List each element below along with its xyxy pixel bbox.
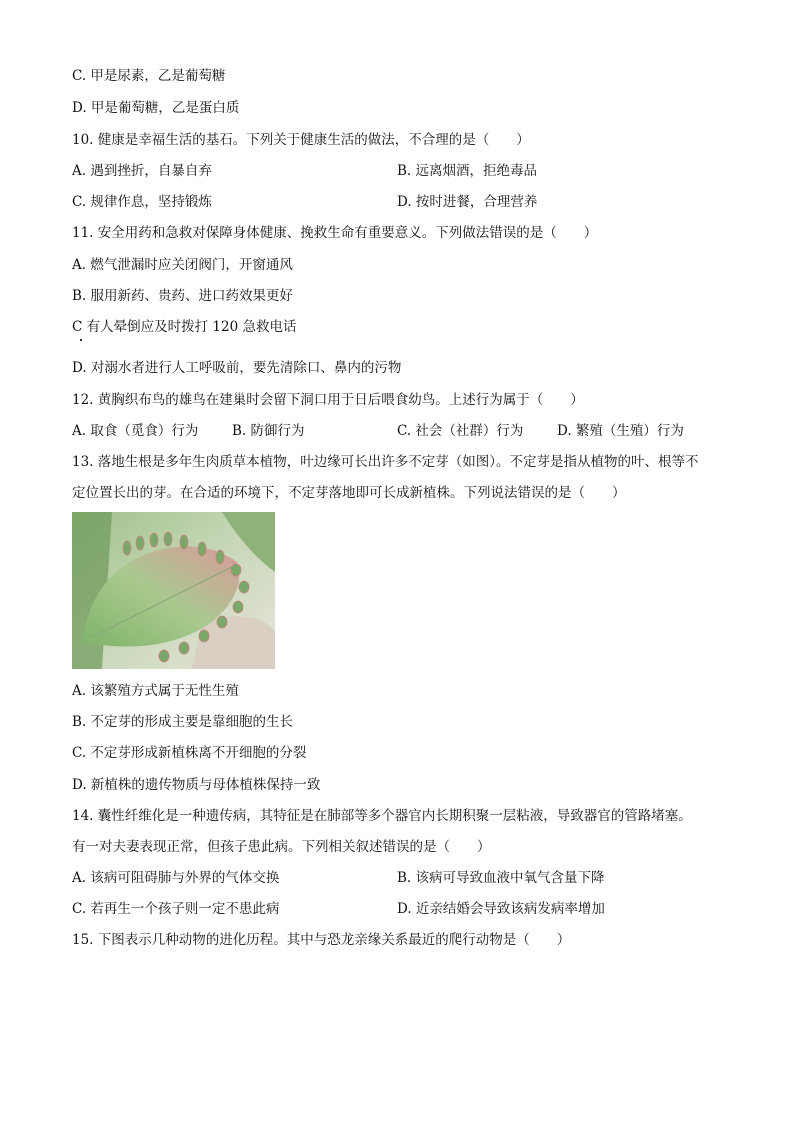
q10-option-a: A. 遇到挫折，自暴自弃 [72, 163, 212, 179]
q14-stem-line1: 14. 囊性纤维化是一种遗传病，其特征是在肺部等多个器官内长期积聚一层粘液，导致器官的管路堵塞。 [72, 808, 692, 824]
q11-option-c: C 有人晕倒应及时拨打 120 急救电话 [72, 319, 297, 335]
q12-option-c: C. 社会（社群）行为 [397, 423, 524, 439]
q14-stem-line2: 有一对夫妻表现正常，但孩子患此病。下列相关叙述错误的是（ ） [72, 839, 491, 855]
q10-option-d: D. 按时进餐，合理营养 [397, 194, 538, 210]
q9-option-d: D. 甲是葡萄糖，乙是蛋白质 [72, 100, 240, 116]
q12-stem: 12. 黄胸织布鸟的雄鸟在建巢时会留下洞口用于日后喂食幼鸟。上述行为属于（ ） [72, 392, 584, 408]
q13-option-d: D. 新植株的遗传物质与母体植株保持一致 [72, 777, 321, 793]
q14-option-b: B. 该病可导致血液中氧气含量下降 [397, 870, 605, 886]
q11-option-b: B. 服用新药、贵药、进口药效果更好 [72, 288, 294, 304]
q10-stem: 10. 健康是幸福生活的基石。下列关于健康生活的做法，不合理的是（ ） [72, 132, 530, 148]
q14-option-c: C. 若再生一个孩子则一定不患此病 [72, 901, 280, 917]
q11-option-d: D. 对溺水者进行人工呼吸前，要先清除口、鼻内的污物 [72, 360, 402, 376]
leaf-with-plantlets-illustration [72, 512, 275, 669]
q9-option-c: C. 甲是尿素，乙是葡萄糖 [72, 68, 226, 84]
q10-option-b: B. 远离烟酒，拒绝毒品 [397, 163, 538, 179]
q11-stem: 11. 安全用药和急救对保障身体健康、挽救生命有重要意义。下列做法错误的是（ ） [72, 225, 598, 241]
q13-option-c: C. 不定芽形成新植株离不开细胞的分裂 [72, 745, 307, 761]
stray-period-mark [80, 339, 82, 341]
q13-stem-line2: 定位置长出的芽。在合适的环境下，不定芽落地即可长成新植株。下列说法错误的是（ ） [72, 485, 626, 501]
q14-option-a: A. 该病可阻碍肺与外界的气体交换 [72, 870, 280, 886]
q13-option-a: A. 该繁殖方式属于无性生殖 [72, 683, 239, 699]
q10-option-c: C. 规律作息，坚持锻炼 [72, 194, 212, 210]
q12-option-a: A. 取食（觅食）行为 [72, 423, 199, 439]
q13-option-b: B. 不定芽的形成主要是靠细胞的生长 [72, 714, 294, 730]
kalanchoe-leaf-photo [72, 512, 275, 669]
q12-option-d: D. 繁殖（生殖）行为 [557, 423, 684, 439]
q15-stem: 15. 下图表示几种动物的进化历程。其中与恐龙亲缘关系最近的爬行动物是（ ） [72, 932, 571, 948]
q12-option-b: B. 防御行为 [232, 423, 305, 439]
q14-option-d: D. 近亲结婚会导致该病发病率增加 [397, 901, 605, 917]
q11-option-a: A. 燃气泄漏时应关闭阀门，开窗通风 [72, 257, 293, 273]
q13-stem-line1: 13. 落地生根是多年生肉质草本植物，叶边缘可长出许多不定芽（如图）。不定芽是指从植物的叶、根等不 [72, 454, 699, 470]
